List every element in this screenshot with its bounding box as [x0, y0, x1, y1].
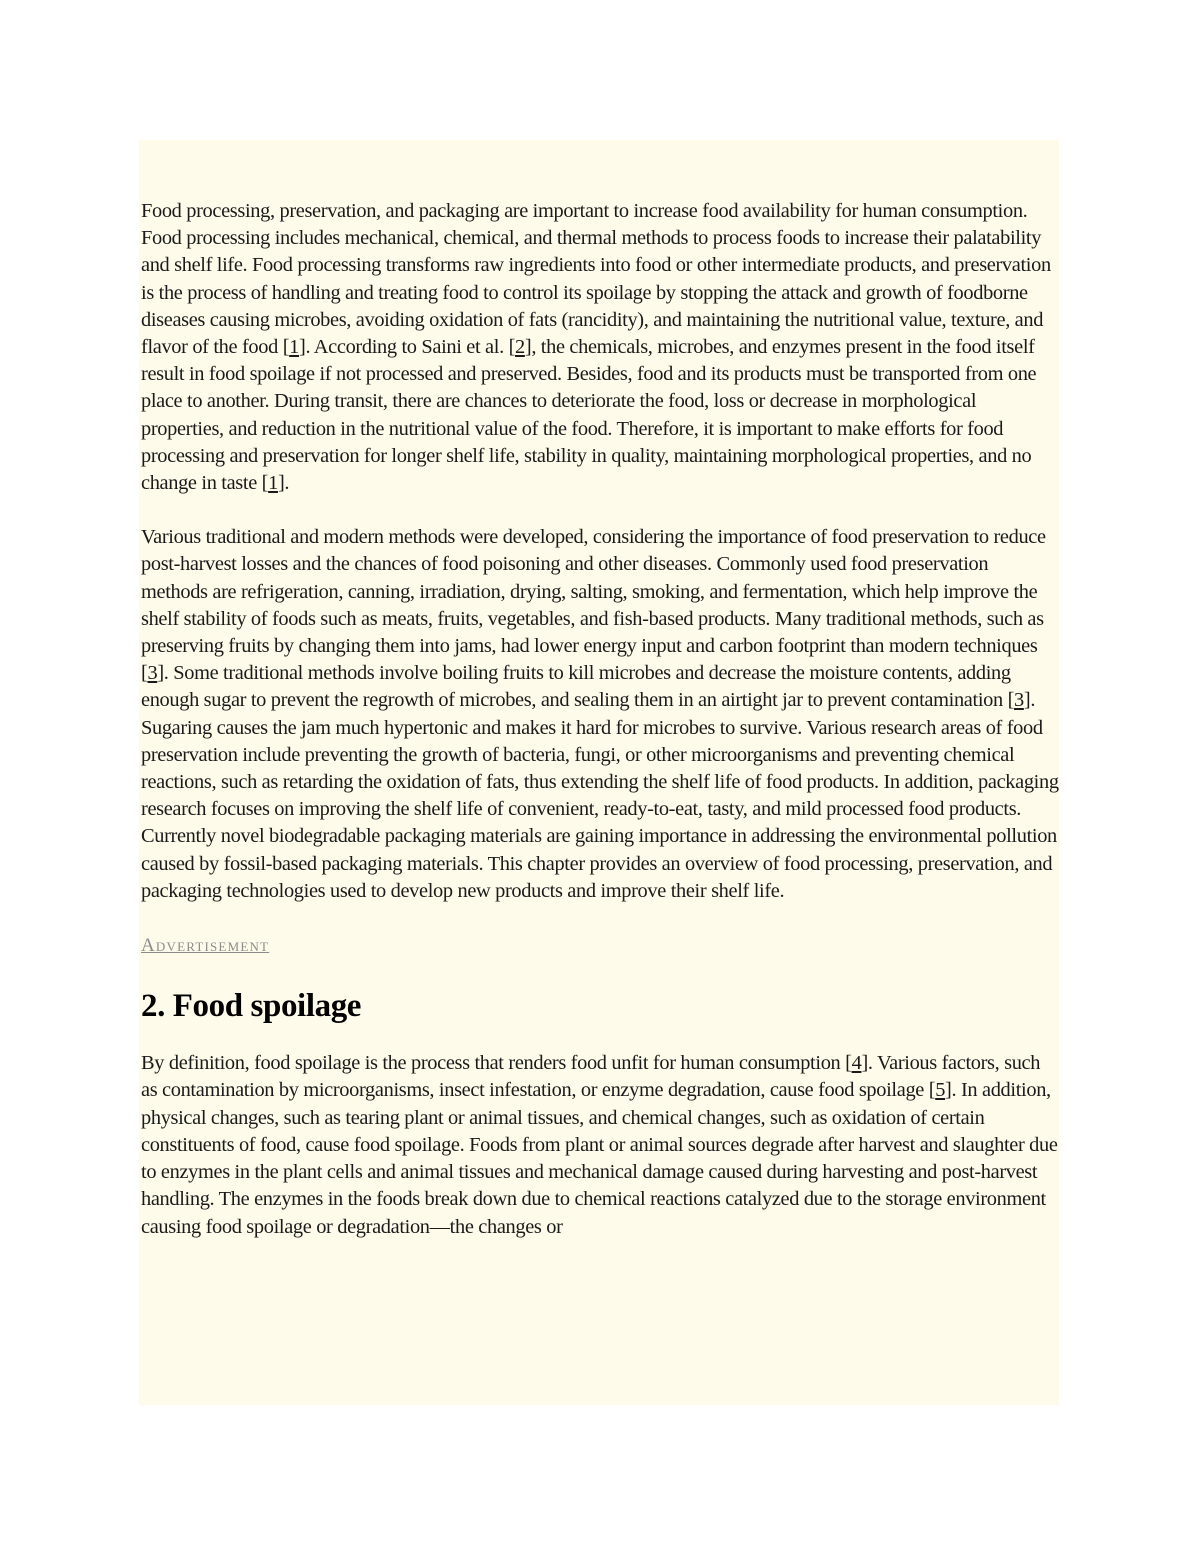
citation-link[interactable]: 1: [289, 336, 299, 359]
article-body: [141, 198, 1059, 1268]
citation-link[interactable]: 3: [147, 662, 158, 685]
paragraph-spoilage: By definition, food spoilage is the process that renders food unfit for human consumption [4]. Various factors, such as contamination by microorganisms, insect infestation, or enzyme degradation, cause food spoilage [5]. In addition, physical changes, such as tearing plant or animal tissues, and chemical changes, such as oxidation of certain constituents of food, cause food spoilage. Foods from plant or animal sources degrade after harvest and slaughter due to enzymes in the plant cells and animal tissues and mechanical damage caused during harvesting and post-harvest handling. The enzymes in the foods break down due to chemical reactions catalyzed due to the storage environment causing food spoilage or degradation—the changes or: [141, 1052, 1058, 1238]
paragraph-methods: Various traditional and modern methods were developed, considering the importance of food preservation to reduce post-harvest losses and the chances of food poisoning and other diseases. Commonly used food preservation methods are refrigeration, canning, irradiation, drying, salting, smoking, and fermentation, which help improve the shelf stability of foods such as meats, fruits, vegetables, and fish-based products. Many traditional methods, such as preserving fruits by changing them into jams, had lower energy input and carbon footprint than modern techniques [3]. Some traditional methods involve boiling fruits to kill microbes and decrease the moisture contents, adding enough sugar to prevent the regrowth of microbes, and sealing them in an airtight jar to prevent contamination [3]. Sugaring causes the jam much hypertonic and makes it hard for microbes to survive. Various research areas of food preservation include preventing the growth of bacteria, fungi, or other microorganisms and preventing chemical reactions, such as retarding the oxidation of fats, thus extending the shelf life of food products. In addition, packaging research focuses on improving the shelf life of convenient, ready-to-eat, tasty, and mild processed food products. Currently novel biodegradable packaging materials are gaining importance in addressing the environmental pollution caused by fossil-based packaging materials. This chapter provides an overview of food processing, preservation, and packaging technologies used to develop new products and improve their shelf life.: [141, 526, 1059, 902]
citation-link[interactable]: 4: [851, 1052, 862, 1075]
advertisement-label[interactable]: Advertisement: [141, 935, 270, 957]
section-heading: 2. Food spoilage: [141, 988, 362, 1025]
citation-link[interactable]: 5: [935, 1079, 946, 1102]
paragraph-intro: Food processing, preservation, and packaging are important to increase food availability for human consumption. Food processing includes mechanical, chemical, and thermal methods to process foods to increase their palatability and shelf life. Food processing transforms raw ingredients into food or other intermediate products, and preservation is the process of handling and treating food to control its spoilage by stopping the attack and growth of foodborne diseases causing microbes, avoiding oxidation of fats (rancidity), and maintaining the nutritional value, texture, and flavor of the food [1]. According to Saini et al. [2], the chemicals, microbes, and enzymes present in the food itself result in food spoilage if not processed and preserved. Besides, food and its products must be transported from one place to another. During transit, there are chances to deteriorate the food, loss or decrease in morphological properties, and reduction in the nutritional value of the food. Therefore, it is important to make efforts for food processing and preservation for longer shelf life, stability in quality, maintaining morphological properties, and no change in taste [1].: [141, 200, 1051, 495]
citation-link[interactable]: 1: [268, 472, 278, 495]
citation-link[interactable]: 2: [515, 336, 525, 359]
citation-link[interactable]: 3: [1014, 689, 1024, 712]
